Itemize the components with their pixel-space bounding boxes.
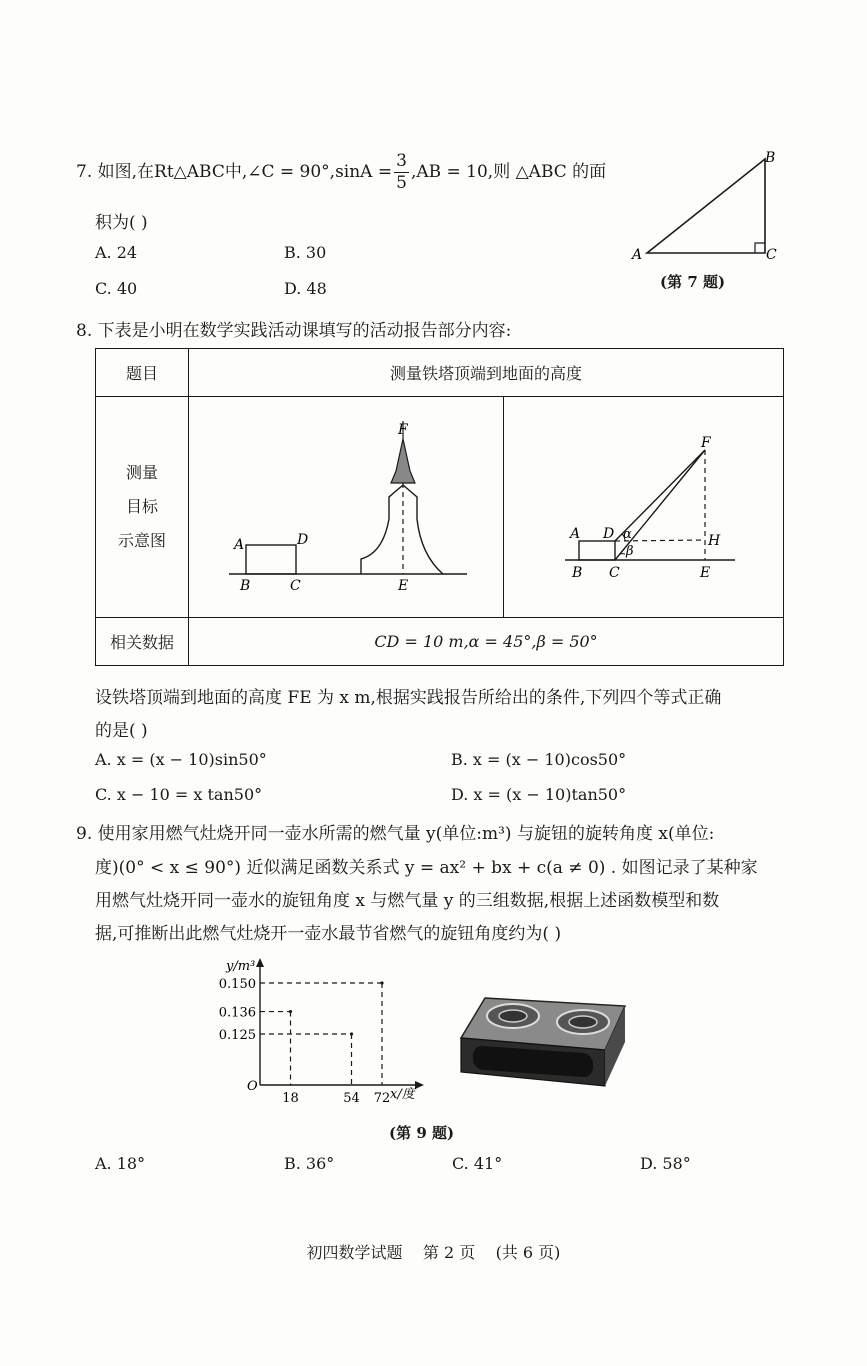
label-b: B bbox=[765, 150, 776, 166]
label-alpha: α bbox=[622, 527, 632, 542]
label-e: E bbox=[398, 578, 409, 594]
data-point-0 bbox=[289, 1010, 292, 1013]
table-value-topic: 测量铁塔顶端到地面的高度 bbox=[189, 349, 784, 397]
q9-stem-line1: 9. 使用家用燃气灶烧开同一壶水所需的燃气量 y(单位:m³) 与旋钮的旋转角度 x(单位: bbox=[76, 824, 715, 844]
table-label-data: 相关数据 bbox=[96, 618, 189, 666]
data-point-1 bbox=[350, 1032, 353, 1035]
tower-diagram-cell bbox=[189, 397, 504, 618]
q7-stem-part-a: 7. 如图,在Rt△ABC中,∠C = 90°,sinA = bbox=[76, 162, 393, 182]
y-tick-label-1: 0.136 bbox=[218, 1005, 256, 1021]
label-c: C bbox=[766, 247, 777, 263]
x-axis-arrow bbox=[415, 1081, 424, 1089]
label-a: A bbox=[569, 526, 580, 542]
q8-option-a[interactable]: A. x = (x − 10)sin50° bbox=[95, 750, 267, 769]
label-b: B bbox=[240, 578, 251, 594]
q9-option-c[interactable]: C. 41° bbox=[452, 1154, 503, 1173]
q7-stem-part-b: ,AB = 10,则 △ABC 的面 bbox=[410, 162, 607, 182]
label-e: E bbox=[699, 565, 710, 581]
label-beta: β bbox=[625, 544, 634, 559]
angle-diagram bbox=[505, 397, 783, 613]
label-c: C bbox=[290, 578, 301, 594]
q9-option-a[interactable]: A. 18° bbox=[95, 1154, 146, 1173]
q7-stem-line2: 积为( ) bbox=[95, 213, 148, 233]
q8-option-b[interactable]: B. x = (x − 10)cos50° bbox=[451, 750, 627, 769]
table-label-topic: 题目 bbox=[96, 349, 189, 397]
triangle-abc bbox=[647, 159, 765, 253]
building-rect bbox=[246, 545, 296, 574]
label-a: A bbox=[234, 537, 245, 553]
q9-stem-line4: 据,可推断出此燃气灶烧开一壶水最节省燃气的旋钮角度约为( ) bbox=[95, 924, 562, 944]
x-tick-label-1: 54 bbox=[343, 1091, 360, 1105]
y-axis-arrow bbox=[256, 958, 264, 967]
q8-text-line1: 设铁塔顶端到地面的高度 FE 为 x m,根据实践报告所给出的条件,下列四个等式正确 bbox=[95, 688, 722, 708]
label-h: H bbox=[707, 533, 720, 549]
q8-report-table bbox=[95, 348, 784, 666]
y-tick-label-2: 0.125 bbox=[218, 1028, 256, 1043]
q8-text-line2: 的是( ) bbox=[95, 721, 148, 741]
q7-triangle-figure bbox=[625, 145, 785, 270]
table-label-diagram bbox=[96, 397, 189, 618]
label-a: A bbox=[632, 247, 643, 263]
q7-option-a[interactable]: A. 24 bbox=[95, 243, 138, 262]
label-c: C bbox=[608, 565, 620, 581]
label-d: D bbox=[297, 532, 309, 548]
building-rect bbox=[579, 541, 615, 560]
data-point-2 bbox=[380, 981, 383, 984]
label-b: B bbox=[571, 565, 582, 581]
q7-fraction bbox=[394, 153, 409, 192]
q7-fraction-denominator: 5 bbox=[396, 173, 407, 193]
q9-option-b[interactable]: B. 36° bbox=[284, 1154, 335, 1173]
gas-stove-image bbox=[455, 988, 635, 1088]
label-d: D bbox=[602, 526, 614, 542]
y-axis-label: y/m³ bbox=[226, 959, 256, 974]
q9-stem-line3: 用燃气灶烧开同一壶水的旋钮角度 x 与燃气量 y 的三组数据,根据上述函数模型和数 bbox=[95, 891, 720, 911]
q7-stem-line1 bbox=[76, 153, 606, 192]
angle-diagram-cell bbox=[504, 397, 784, 618]
q8-option-d[interactable]: D. x = (x − 10)tan50° bbox=[451, 785, 627, 804]
tower-body bbox=[361, 485, 443, 574]
tower-top bbox=[391, 439, 415, 483]
q7-option-b[interactable]: B. 30 bbox=[284, 243, 327, 262]
diagram-label-line3: 示意图 bbox=[117, 531, 166, 550]
label-f: F bbox=[700, 435, 711, 451]
q9-stem-line2: 度)(0° < x ≤ 90°) 近似满足函数关系式 y = ax² + bx + c(a ≠ 0) . 如图记录了某种家 bbox=[95, 858, 758, 878]
q9-figure-caption: (第 9 题) bbox=[389, 1124, 455, 1142]
x-tick-label-0: 18 bbox=[282, 1091, 299, 1105]
label-f: F bbox=[398, 422, 408, 438]
origin-label: O bbox=[247, 1079, 258, 1094]
diagram-label-line2: 目标 bbox=[125, 497, 158, 516]
diagram-label-line1: 测量 bbox=[125, 463, 158, 482]
q7-figure-caption: (第 7 题) bbox=[660, 273, 726, 291]
q9-chart bbox=[210, 950, 440, 1105]
right-angle-mark bbox=[755, 243, 765, 253]
q9-option-d[interactable]: D. 58° bbox=[640, 1154, 691, 1173]
q7-fraction-numerator: 3 bbox=[396, 151, 407, 171]
page-footer: 初四数学试题 第 2 页 (共 6 页) bbox=[306, 1243, 561, 1262]
tower-diagram bbox=[191, 397, 501, 613]
q8-option-c[interactable]: C. x − 10 = x tan50° bbox=[95, 785, 263, 804]
q7-option-c[interactable]: C. 40 bbox=[95, 279, 138, 298]
q8-intro: 8. 下表是小明在数学实践活动课填写的活动报告部分内容: bbox=[76, 321, 512, 341]
x-axis-label: x/度 bbox=[390, 1087, 415, 1102]
q7-option-d[interactable]: D. 48 bbox=[284, 279, 327, 298]
y-tick-label-0: 0.150 bbox=[218, 977, 256, 992]
x-tick-label-2: 72 bbox=[373, 1091, 391, 1105]
table-value-data: CD = 10 m,α = 45°,β = 50° bbox=[189, 618, 784, 666]
